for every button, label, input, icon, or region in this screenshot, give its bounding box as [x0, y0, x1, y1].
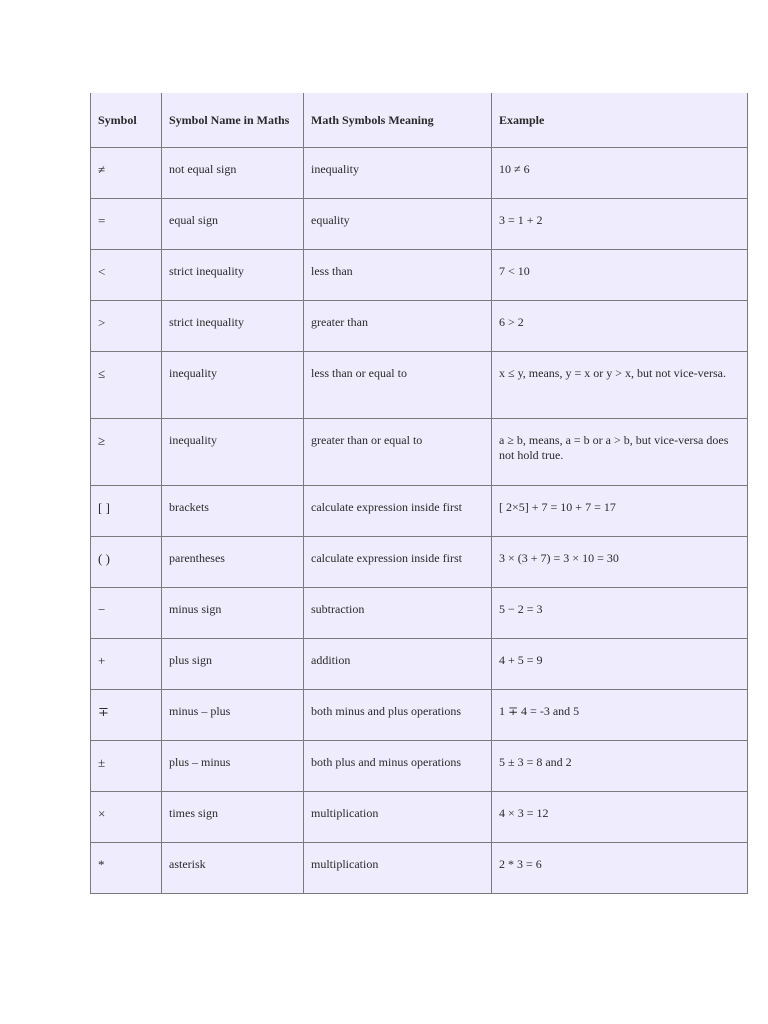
cell-meaning: equality	[304, 199, 492, 250]
cell-name: minus – plus	[162, 690, 304, 741]
cell-meaning: multiplication	[304, 843, 492, 894]
cell-symbol: <	[91, 250, 162, 301]
cell-symbol: =	[91, 199, 162, 250]
cell-example: a ≥ b, means, a = b or a > b, but vice-versa does not hold true.	[492, 419, 748, 486]
table-row	[91, 537, 748, 588]
cell-name: plus – minus	[162, 741, 304, 792]
cell-name: times sign	[162, 792, 304, 843]
cell-example: 4 × 3 = 12	[492, 792, 748, 843]
cell-example: 3 × (3 + 7) = 3 × 10 = 30	[492, 537, 748, 588]
cell-name: minus sign	[162, 588, 304, 639]
cell-name: brackets	[162, 486, 304, 537]
header-symbol: Symbol	[91, 93, 162, 148]
cell-meaning: subtraction	[304, 588, 492, 639]
cell-symbol: ( )	[91, 537, 162, 588]
cell-meaning: calculate expression inside first	[304, 486, 492, 537]
cell-name: parentheses	[162, 537, 304, 588]
cell-example: 2 * 3 = 6	[492, 843, 748, 894]
table-row	[91, 419, 748, 486]
cell-symbol: [ ]	[91, 486, 162, 537]
table-row	[91, 486, 748, 537]
cell-name: strict inequality	[162, 250, 304, 301]
cell-example: x ≤ y, means, y = x or y > x, but not vice-versa.	[492, 352, 748, 419]
cell-meaning: greater than	[304, 301, 492, 352]
cell-symbol: *	[91, 843, 162, 894]
cell-name: equal sign	[162, 199, 304, 250]
table-row	[91, 843, 748, 894]
table-row	[91, 690, 748, 741]
cell-example: 6 > 2	[492, 301, 748, 352]
table-row	[91, 352, 748, 419]
cell-symbol: +	[91, 639, 162, 690]
table-body	[91, 148, 748, 894]
cell-meaning: calculate expression inside first	[304, 537, 492, 588]
header-example: Example	[492, 93, 748, 148]
table-row	[91, 199, 748, 250]
table-row	[91, 588, 748, 639]
header-meaning: Math Symbols Meaning	[304, 93, 492, 148]
cell-example: 5 − 2 = 3	[492, 588, 748, 639]
cell-name: inequality	[162, 352, 304, 419]
cell-symbol: ≥	[91, 419, 162, 486]
cell-meaning: both minus and plus operations	[304, 690, 492, 741]
header-symbol-name: Symbol Name in Maths	[162, 93, 304, 148]
cell-name: inequality	[162, 419, 304, 486]
cell-name: asterisk	[162, 843, 304, 894]
table-row	[91, 639, 748, 690]
cell-example: 4 + 5 = 9	[492, 639, 748, 690]
cell-meaning: less than or equal to	[304, 352, 492, 419]
cell-meaning: both plus and minus operations	[304, 741, 492, 792]
cell-example: 1 ∓ 4 = -3 and 5	[492, 690, 748, 741]
math-symbols-table	[90, 93, 748, 894]
cell-symbol: ×	[91, 792, 162, 843]
cell-symbol: ≤	[91, 352, 162, 419]
cell-symbol: >	[91, 301, 162, 352]
table-row	[91, 741, 748, 792]
cell-example: [ 2×5] + 7 = 10 + 7 = 17	[492, 486, 748, 537]
math-symbols-table-container	[90, 93, 747, 894]
table-row	[91, 148, 748, 199]
cell-example: 7 < 10	[492, 250, 748, 301]
cell-name: strict inequality	[162, 301, 304, 352]
cell-meaning: addition	[304, 639, 492, 690]
table-row	[91, 250, 748, 301]
table-row	[91, 301, 748, 352]
cell-meaning: inequality	[304, 148, 492, 199]
cell-name: not equal sign	[162, 148, 304, 199]
cell-meaning: multiplication	[304, 792, 492, 843]
table-header	[91, 93, 748, 148]
cell-meaning: greater than or equal to	[304, 419, 492, 486]
header-row	[91, 93, 748, 148]
cell-meaning: less than	[304, 250, 492, 301]
table-row	[91, 792, 748, 843]
cell-symbol: ∓	[91, 690, 162, 741]
cell-name: plus sign	[162, 639, 304, 690]
cell-example: 5 ± 3 = 8 and 2	[492, 741, 748, 792]
cell-symbol: ≠	[91, 148, 162, 199]
cell-symbol: ±	[91, 741, 162, 792]
cell-example: 10 ≠ 6	[492, 148, 748, 199]
cell-symbol: −	[91, 588, 162, 639]
cell-example: 3 = 1 + 2	[492, 199, 748, 250]
